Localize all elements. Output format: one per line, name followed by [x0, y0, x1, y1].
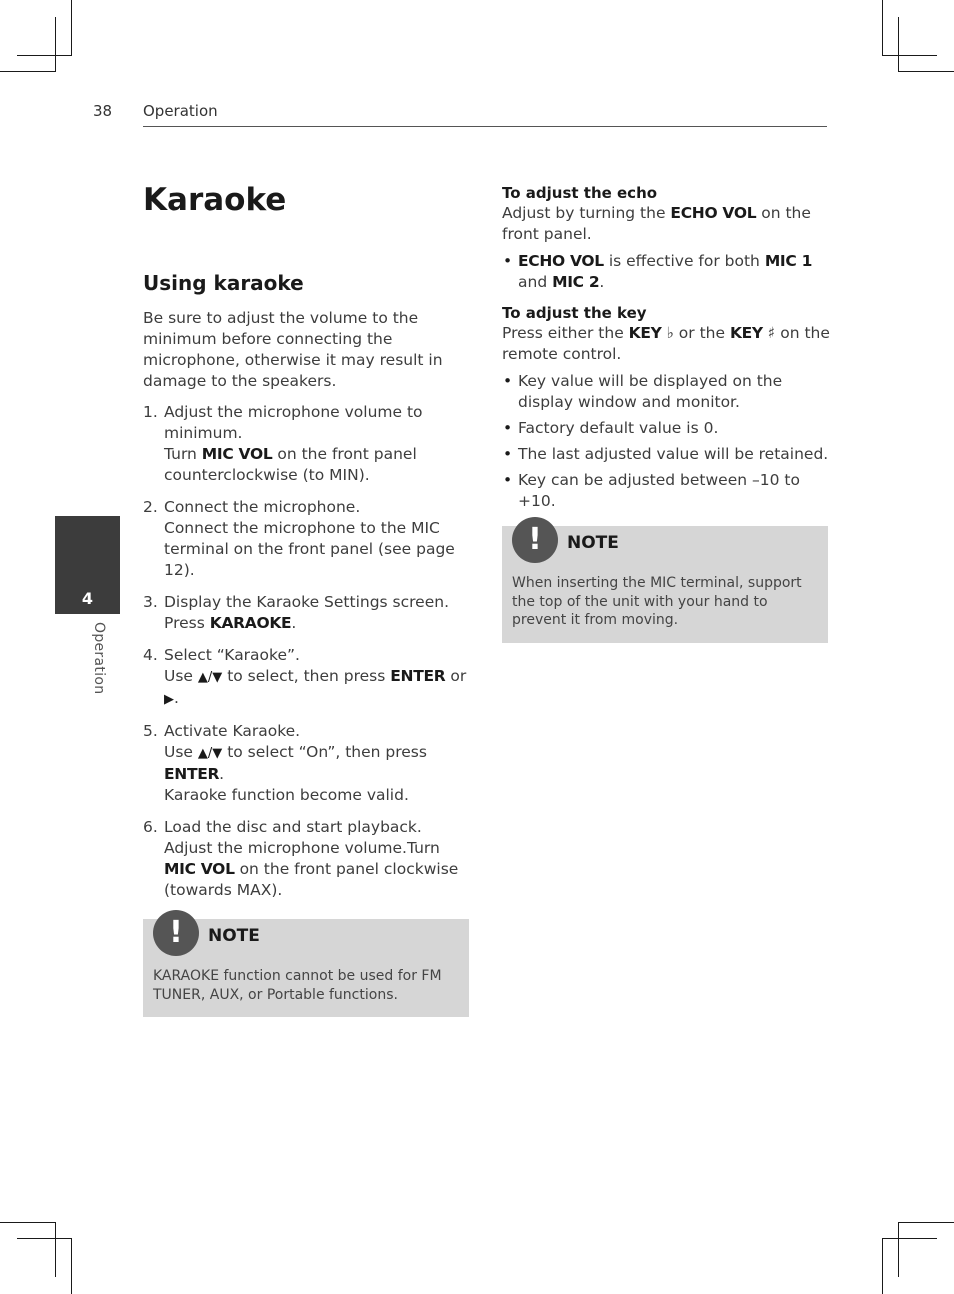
crop-mark	[71, 0, 72, 56]
note-box	[502, 522, 828, 643]
key-heading: To adjust the key	[502, 304, 647, 322]
chapter-label: Operation	[91, 622, 107, 695]
up-down-arrow-icon: ▲/▼	[197, 670, 223, 685]
header-divider	[143, 126, 827, 127]
page-title: Karaoke	[143, 182, 287, 218]
list-item: 3. Display the Karaoke Settings screen. Press KARAOKE.	[143, 593, 450, 632]
list-item: • Key value will be displayed on the display window and monitor.	[502, 371, 832, 413]
list-item: 6. Load the disc and start playback. Adjust the microphone volume.Turn MIC VOL on the front panel clockwise (towards MAX).	[143, 818, 459, 899]
crop-mark	[882, 55, 937, 56]
list-item: 1. Adjust the microphone volume to minimum. Turn MIC VOL on the front panel counterclockwise (to MIN).	[143, 403, 423, 484]
crop-mark	[17, 55, 72, 56]
right-arrow-icon: ▶	[164, 692, 174, 707]
exclamation-icon: !	[512, 517, 558, 563]
right-column	[502, 183, 832, 643]
crop-mark	[898, 1222, 954, 1223]
chapter-number: 4	[81, 589, 94, 608]
intro-paragraph: Be sure to adjust the volume to the minimum before connecting the microphone, otherwise it may result in damage to the speakers.	[143, 309, 443, 390]
echo-heading: To adjust the echo	[502, 184, 658, 202]
crop-mark	[0, 1222, 56, 1223]
header-section: Operation	[143, 102, 218, 120]
up-down-arrow-icon: ▲/▼	[197, 746, 223, 761]
sharp-icon: ♯	[762, 324, 776, 342]
flat-icon: ♭	[661, 324, 674, 342]
crop-mark	[55, 1222, 56, 1277]
echo-text: Adjust by turning the ECHO VOL on the front panel.	[502, 204, 811, 243]
list-item: 4. Select “Karaoke”. Use ▲/▼ to select, then press ENTER or ▶.	[143, 646, 467, 707]
exclamation-icon: !	[153, 910, 199, 956]
crop-mark	[882, 1238, 937, 1239]
list-item: 5. Activate Karaoke. Use ▲/▼ to select “On”, then press ENTER. Karaoke function become valid.	[143, 722, 427, 804]
note-title: NOTE	[208, 926, 260, 946]
key-bullets	[502, 371, 832, 512]
crop-mark	[898, 1222, 899, 1277]
crop-mark	[17, 1238, 72, 1239]
crop-mark	[898, 17, 899, 72]
crop-mark	[898, 71, 954, 72]
note-text: KARAOKE function cannot be used for FM TUNER, AUX, or Portable functions.	[153, 968, 442, 1003]
key-section	[502, 303, 832, 512]
section-heading: Using karaoke	[143, 271, 304, 295]
echo-section	[502, 183, 832, 293]
chapter-tab	[55, 516, 120, 614]
list-item: • Factory default value is 0.	[502, 418, 832, 439]
crop-mark	[882, 0, 883, 56]
list-item: • Key can be adjusted between –10 to +10.	[502, 470, 832, 512]
crop-mark	[55, 17, 56, 72]
note-text: When inserting the MIC terminal, support the top of the unit with your hand to prevent it from moving.	[512, 575, 802, 628]
note-title: NOTE	[567, 533, 619, 553]
list-item: • The last adjusted value will be retained.	[502, 444, 832, 465]
left-column	[143, 180, 469, 1017]
list-item: 2. Connect the microphone. Connect the microphone to the MIC terminal on the front panel (see page 12).	[143, 498, 455, 579]
echo-bullets	[502, 251, 832, 293]
key-text: Press either the KEY ♭ or the KEY ♯ on the remote control.	[502, 324, 830, 363]
crop-mark	[882, 1238, 883, 1294]
page-number: 38	[93, 102, 113, 120]
steps-list	[143, 402, 469, 901]
note-box	[143, 915, 469, 1017]
crop-mark	[0, 71, 56, 72]
crop-mark	[71, 1238, 72, 1294]
list-item: • ECHO VOL is effective for both MIC 1 and MIC 2.	[502, 251, 832, 293]
